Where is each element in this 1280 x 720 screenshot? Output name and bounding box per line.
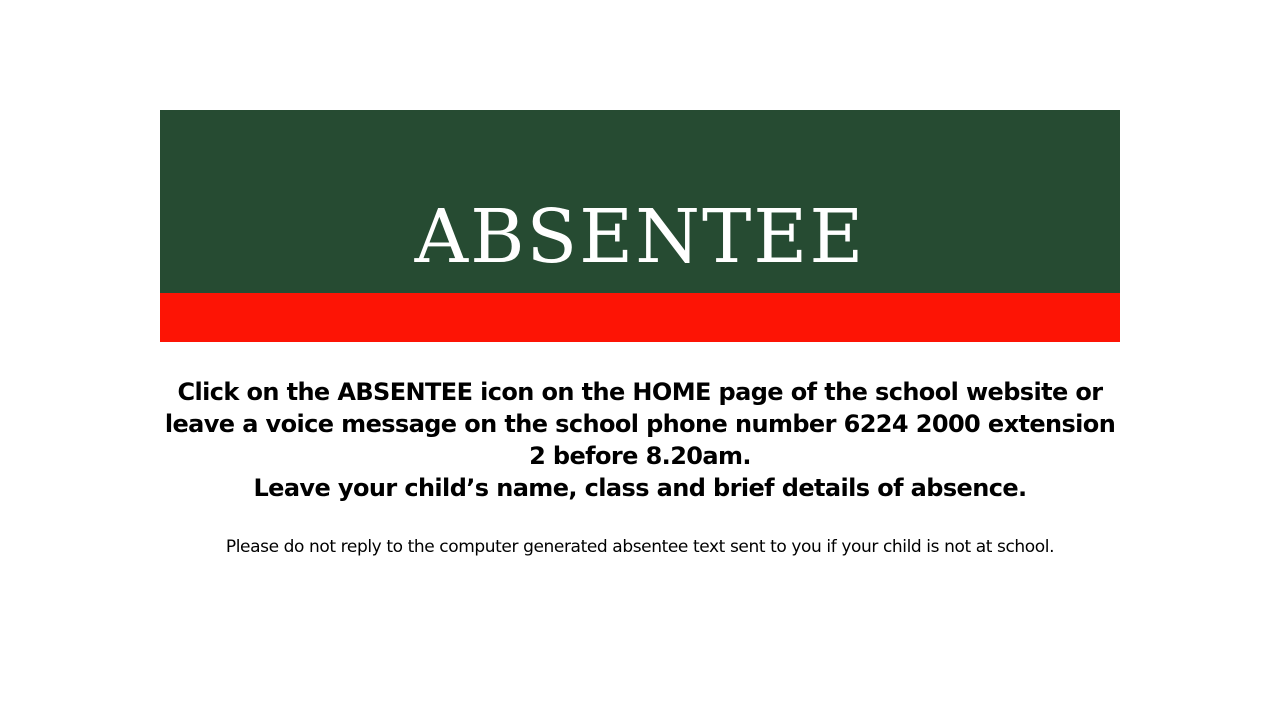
- instructions-paragraph-1: Click on the ABSENTEE icon on the HOME page of the school website or leave a voice message on the school phone number 6224 2000 extension 2 before 8.20am.: [164, 378, 1116, 470]
- page-title: ABSENTEE: [414, 194, 866, 280]
- header-banner: [160, 110, 1120, 342]
- instructions-paragraph-2: Leave your child’s name, class and brief details of absence.: [253, 474, 1027, 502]
- absence-instructions: [160, 376, 1120, 504]
- footnote: Please do not reply to the computer generated absentee text sent to you if your child is not at school.: [225, 537, 1055, 557]
- banner-red-band: [160, 293, 1120, 342]
